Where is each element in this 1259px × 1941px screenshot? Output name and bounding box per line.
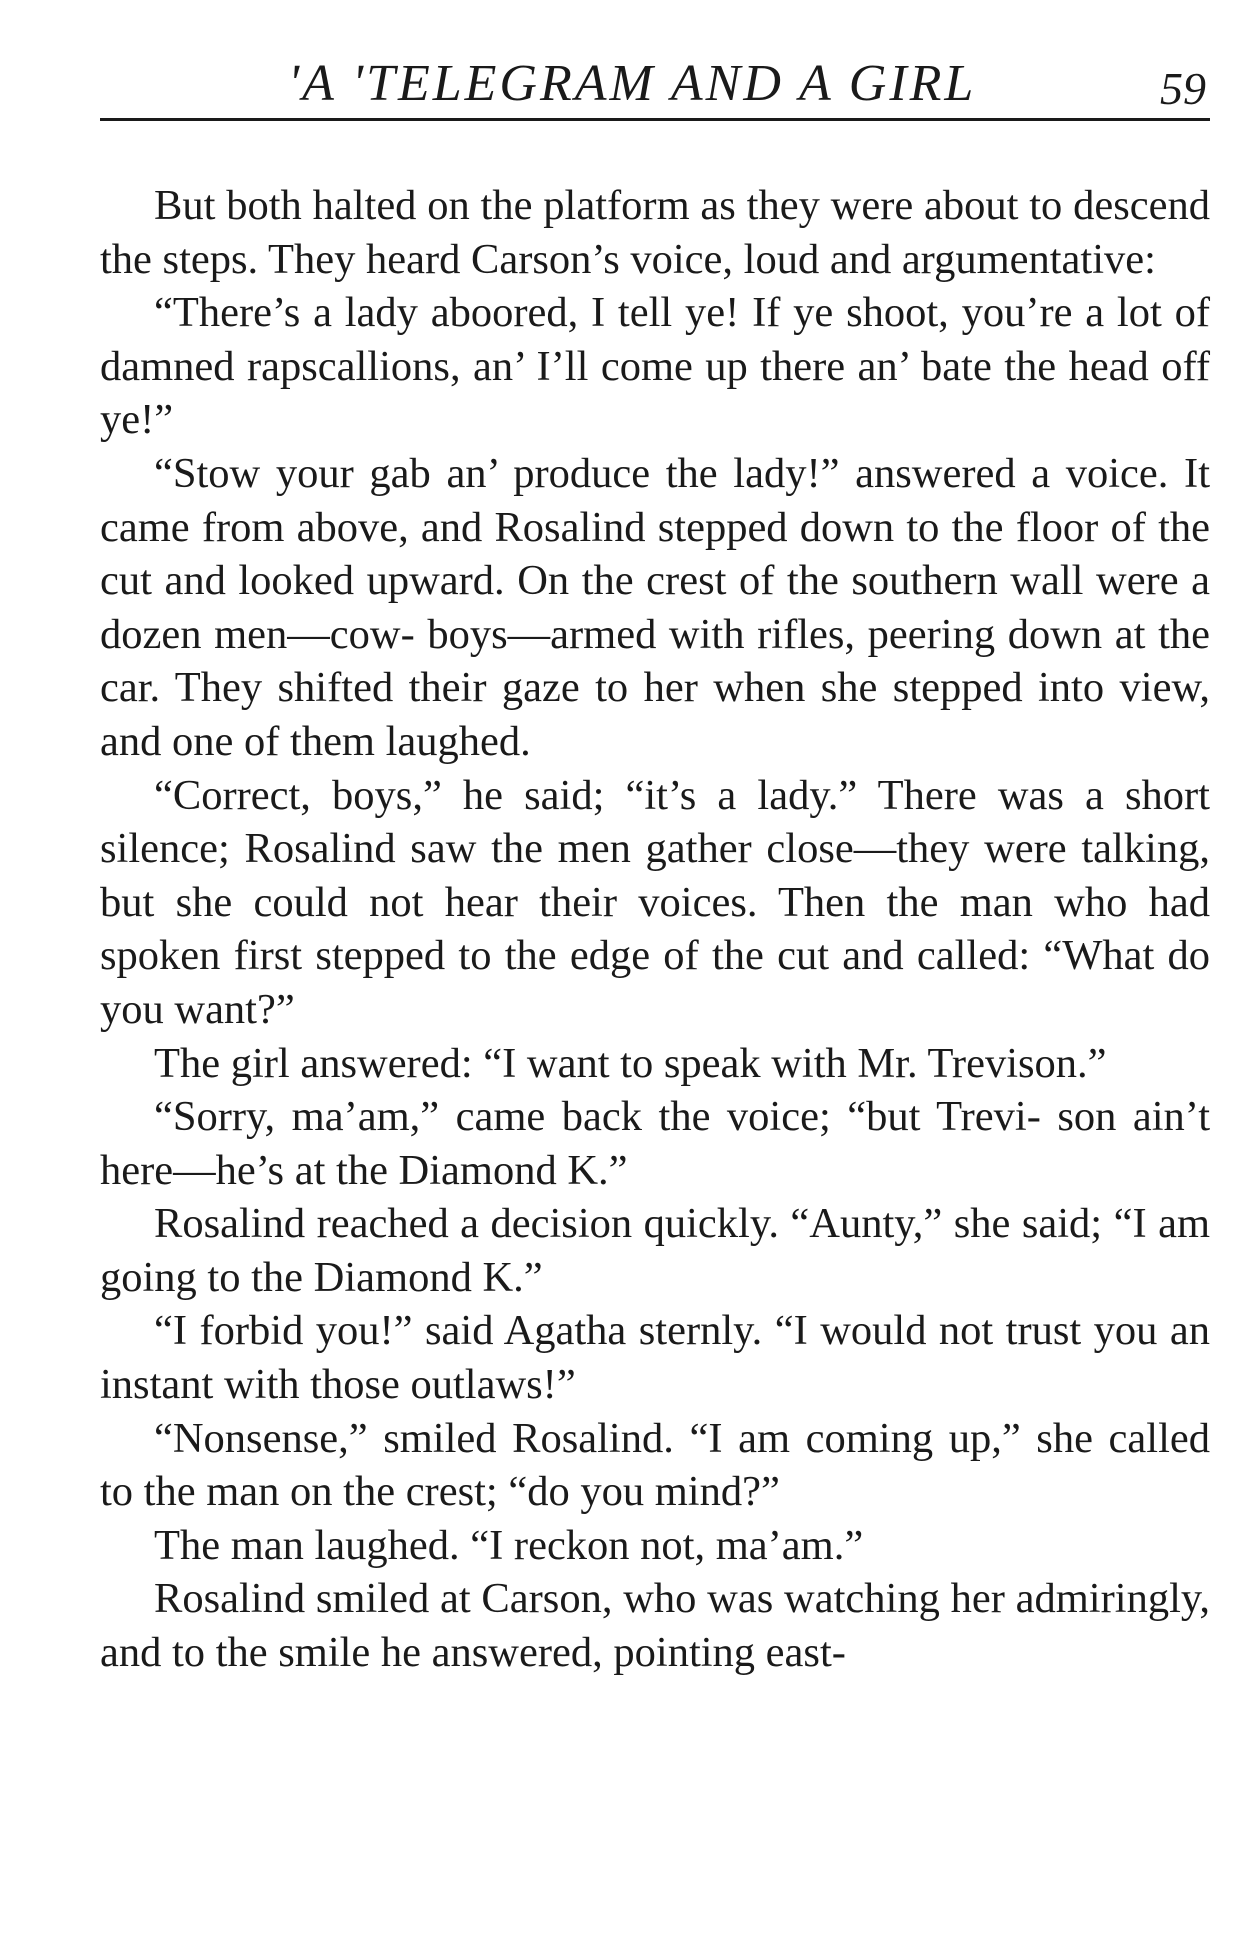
paragraph: “I forbid you!” said Agatha sternly. “I would not trust you an instant with those outlaws!” bbox=[100, 1307, 1210, 1409]
paragraph: The girl answered: “I want to speak with Mr. Trevison.” bbox=[154, 1039, 1107, 1087]
book-page bbox=[100, 40, 1210, 1910]
paragraph: Rosalind reached a decision quickly. “Aunty,” she said; “I am going to the Diamond K.” bbox=[100, 1200, 1210, 1301]
paragraph: “There’s a lady aboored, I tell ye! If ye shoot, you’re a lot of damned rapscallions, an’ I’ll come up there an’ bate the head off ye!” bbox=[100, 289, 1210, 444]
paragraph: But both halted on the platform as they were about to descend the steps. They heard Carson’s voice, loud and argumentative: bbox=[100, 182, 1210, 283]
paragraph: The man laughed. “I reckon not, ma’am.” bbox=[154, 1521, 864, 1569]
paragraph: “Correct, boys,” he said; “it’s a lady.” There was a short silence; Rosalind saw the men gather close—they were talking, but she could not hear their voices. Then the man who had spoken first stepped to the edge of the cut and called: “What do you want?” bbox=[100, 771, 1210, 1033]
running-title: 'A 'TELEGRAM AND A GIRL bbox=[288, 55, 977, 112]
page-number: 59 bbox=[1160, 63, 1206, 114]
body-text bbox=[100, 179, 1210, 1680]
paragraph: Rosalind smiled at Carson, who was watching her admiringly, and to the smile he answered, pointing east- bbox=[100, 1575, 1210, 1677]
paragraph: “Stow your gab an’ produce the lady!” answered a voice. It came from above, and Rosalind stepped down to the floor of the cut and looked upward. On the crest of the southern wall were a dozen men—cow- boys—armed with rifles, peering down at the car. They shifted their gaze to her when she stepped into view, and one of them laughed. bbox=[100, 449, 1210, 765]
running-head bbox=[100, 40, 1210, 121]
paragraph: “Nonsense,” smiled Rosalind. “I am coming up,” she called to the man on the crest; “do you mind?” bbox=[100, 1414, 1210, 1516]
paragraph: “Sorry, ma’am,” came back the voice; “but Trevi- son ain’t here—he’s at the Diamond K.” bbox=[100, 1093, 1210, 1194]
